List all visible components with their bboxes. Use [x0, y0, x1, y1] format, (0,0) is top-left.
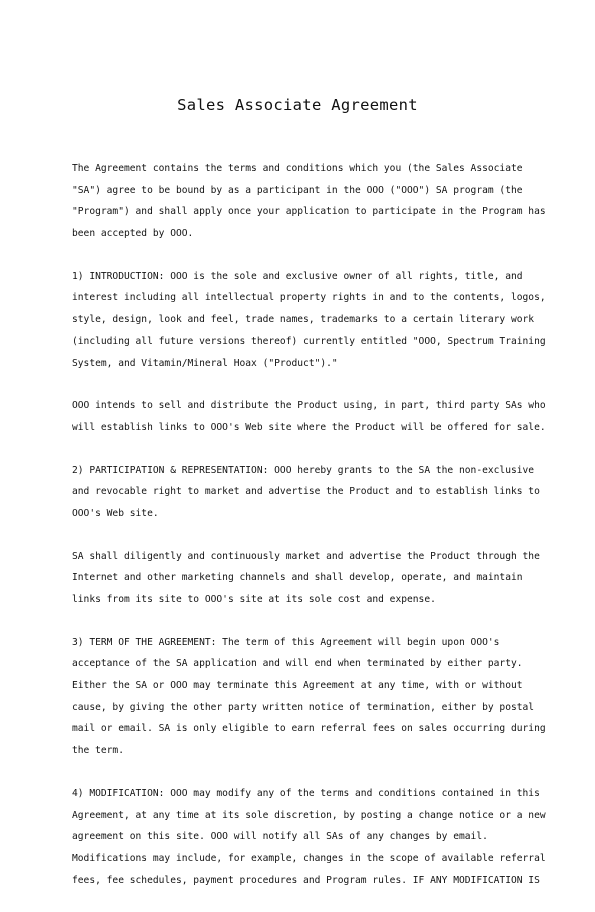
text-line: OOO's Web site.	[72, 507, 159, 519]
intro-paragraph	[72, 158, 546, 245]
marketing-paragraph	[72, 546, 540, 611]
section-1-introduction	[72, 266, 546, 374]
text-line: Either the SA or OOO may terminate this Agreement at any time, with or without	[72, 680, 523, 692]
text-line: (including all future versions thereof) currently entitled "OOO, Spectrum Training	[72, 335, 546, 347]
text-line: 4) MODIFICATION: OOO may modify any of the terms and conditions contained in this	[72, 787, 540, 799]
text-line: acceptance of the SA application and will end when terminated by either party.	[72, 658, 523, 670]
text-line: Internet and other marketing channels and shall develop, operate, and maintain	[72, 572, 523, 584]
text-line: "SA") agree to be bound by as a participant in the OOO ("OOO") SA program (the	[72, 184, 523, 196]
text-line: 3) TERM OF THE AGREEMENT: The term of this Agreement will begin upon OOO's	[72, 636, 500, 648]
text-line: SA shall diligently and continuously market and advertise the Product through the	[72, 550, 540, 562]
text-line: will establish links to OOO's Web site where the Product will be offered for sale.	[72, 421, 546, 433]
distribution-paragraph	[72, 395, 546, 438]
document-title: Sales Associate Agreement	[177, 96, 418, 114]
text-line: OOO intends to sell and distribute the Product using, in part, third party SAs who	[72, 400, 546, 412]
text-line: the term.	[72, 745, 124, 757]
text-line: interest including all intellectual property rights in and to the contents, logos,	[72, 292, 546, 304]
section-3-term	[72, 632, 546, 762]
text-line: The Agreement contains the terms and conditions which you (the Sales Associate	[72, 163, 523, 174]
text-line: been accepted by OOO.	[72, 228, 194, 240]
text-line: mail or email. SA is only eligible to earn referral fees on sales occurring during	[72, 723, 546, 735]
text-line: "Program") and shall apply once your application to participate in the Program has	[72, 206, 546, 218]
text-line: cause, by giving the other party written notice of termination, either by postal	[72, 701, 535, 713]
text-line: and revocable right to market and advertise the Product and to establish links to	[72, 486, 540, 498]
text-line: links from its site to OOO's site at its sole cost and expense.	[72, 594, 436, 605]
text-line: System, and Vitamin/Mineral Hoax ("Product")."	[72, 357, 338, 369]
text-line: Modifications may include, for example, changes in the scope of available referral	[72, 852, 546, 864]
text-line: 1) INTRODUCTION: OOO is the sole and exclusive owner of all rights, title, and	[72, 270, 523, 282]
section-2-participation	[72, 460, 540, 525]
text-line: Agreement, at any time at its sole discretion, by posting a change notice or a new	[72, 809, 546, 821]
document-body	[72, 158, 546, 912]
text-line: style, design, look and feel, trade names, trademarks to a certain literary work	[72, 314, 535, 326]
text-line: agreement on this site. OOO will notify all SAs of any changes by email.	[72, 831, 488, 843]
text-line: 2) PARTICIPATION & REPRESENTATION: OOO hereby grants to the SA the non-exclusive	[72, 464, 535, 476]
section-4-modification	[72, 783, 546, 891]
text-line: fees, fee schedules, payment procedures and Program rules. IF ANY MODIFICATION IS	[72, 874, 540, 886]
